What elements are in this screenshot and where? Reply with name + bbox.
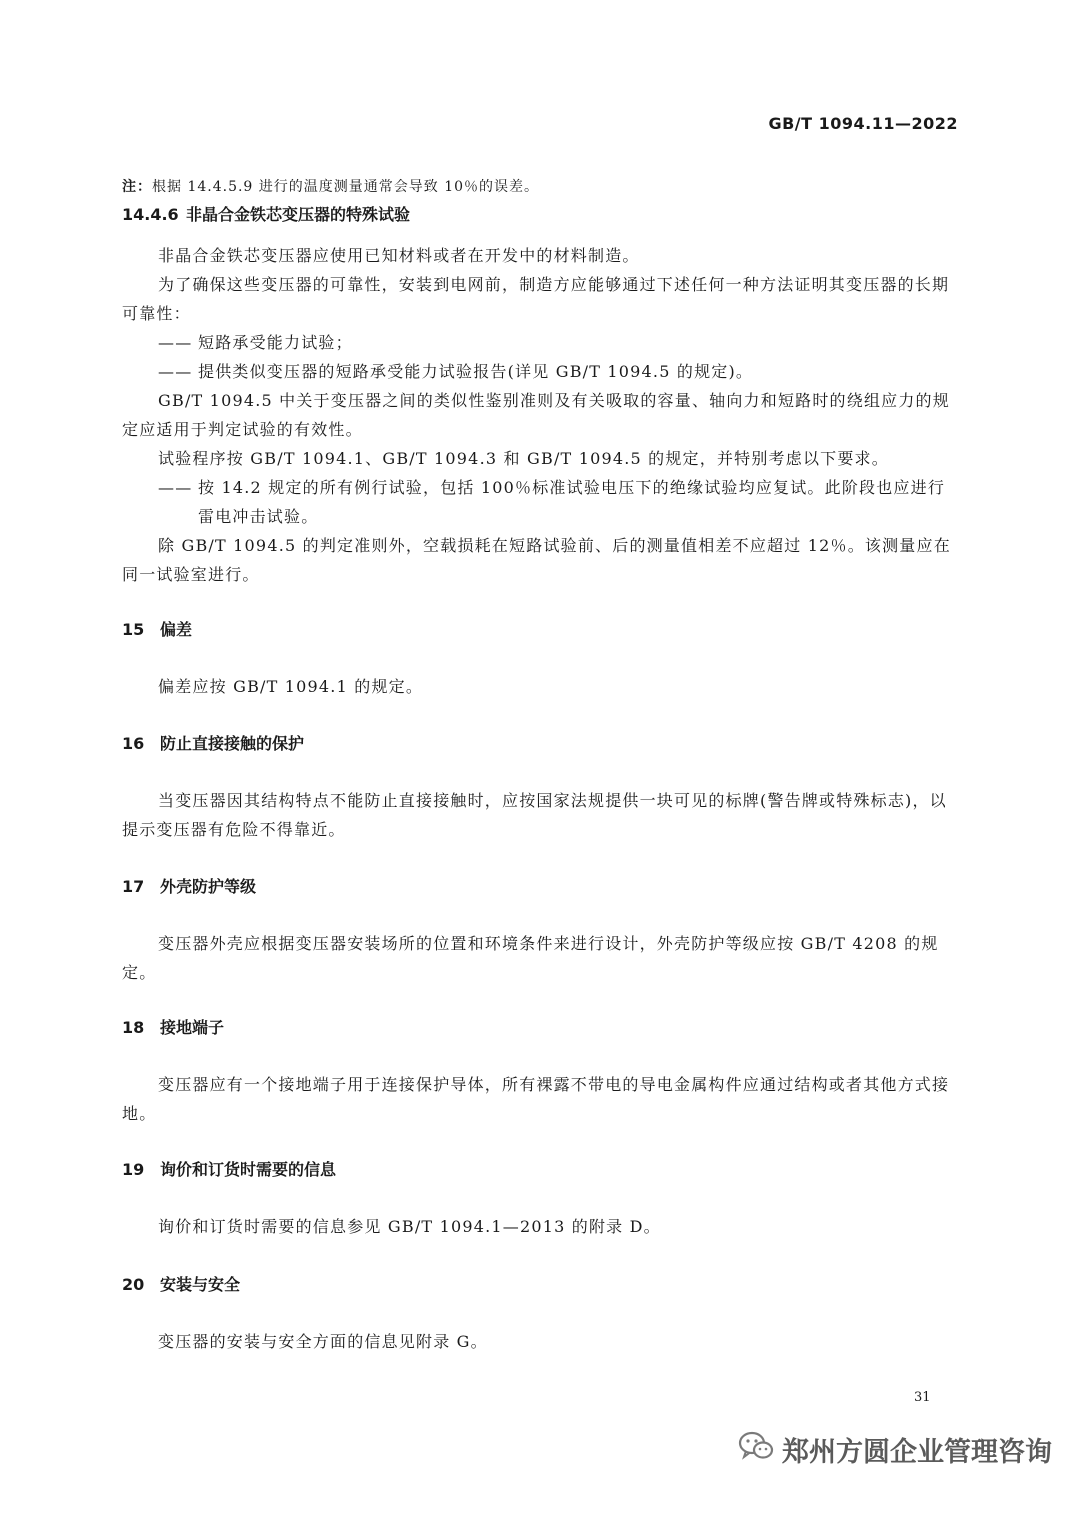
- list-item-text: 按 14.2 规定的所有例行试验，包括 100％标准试验电压下的绝缘试验均应复试。此阶段也应进行雷电冲击试验。: [198, 478, 946, 526]
- section-17-body: [122, 929, 958, 987]
- paragraph: 询价和订货时需要的信息参见 GB/T 1094.1—2013 的附录 D。: [158, 1217, 661, 1236]
- dash-symbol: ——: [158, 333, 193, 352]
- paragraph: 当变压器因其结构特点不能防止直接接触时，应按国家法规提供一块可见的标牌(警告牌或特殊标志)，以提示变压器有危险不得靠近。: [122, 791, 947, 839]
- section-title: 防止直接接触的保护: [160, 734, 305, 753]
- paragraph: 变压器的安装与安全方面的信息见附录 G。: [158, 1332, 488, 1351]
- paragraph: GB/T 1094.5 中关于变压器之间的类似性鉴别准则及有关吸取的容量、轴向力和短路时的绕组应力的规定应适用于判定试验的有效性。: [122, 391, 950, 439]
- section-15-heading: [122, 618, 958, 642]
- section-15-body: [122, 672, 958, 701]
- paragraph: 变压器外壳应根据变压器安装场所的位置和环境条件来进行设计，外壳防护等级应按 GB/T 4208 的规定。: [122, 934, 939, 982]
- list-item-text: 短路承受能力试验；: [198, 333, 353, 352]
- watermark-text: 郑州方圆企业管理咨询: [782, 1437, 1052, 1468]
- section-16-body: [122, 786, 958, 844]
- paragraph: 非晶合金铁芯变压器应使用已知材料或者在开发中的材料制造。: [158, 246, 640, 265]
- paragraph: 偏差应按 GB/T 1094.1 的规定。: [158, 677, 424, 696]
- list-item-text: 提供类似变压器的短路承受能力试验报告(详见 GB/T 1094.5 的规定)。: [198, 362, 754, 381]
- section-title: 外壳防护等级: [160, 877, 257, 896]
- list-item: [122, 328, 958, 357]
- dash-symbol: ——: [158, 362, 193, 381]
- section-title: 询价和订货时需要的信息: [160, 1160, 337, 1179]
- section-20-heading: [122, 1273, 958, 1297]
- paragraph: 试验程序按 GB/T 1094.1、GB/T 1094.3 和 GB/T 1094.5 的规定，并特别考虑以下要求。: [158, 449, 889, 468]
- note-text: 根据 14.4.5.9 进行的温度测量通常会导致 10％的误差。: [152, 179, 540, 195]
- section-18-body: [122, 1070, 958, 1128]
- section-number: 20: [122, 1275, 145, 1294]
- list-item: [122, 357, 958, 386]
- dash-symbol: ——: [158, 478, 193, 497]
- paragraph: 变压器应有一个接地端子用于连接保护导体，所有裸露不带电的导电金属构件应通过结构或者其他方式接地。: [122, 1075, 950, 1123]
- section-title: 安装与安全: [160, 1275, 241, 1294]
- section-number: 14.4.6: [122, 205, 179, 224]
- paragraph: 除 GB/T 1094.5 的判定准则外，空载损耗在短路试验前、后的测量值相差不应超过 12％。该测量应在同一试验室进行。: [122, 536, 951, 584]
- section-18-heading: [122, 1016, 958, 1040]
- note-label: 注：: [122, 179, 152, 195]
- section-19-heading: [122, 1158, 958, 1182]
- section-16-heading: [122, 732, 958, 756]
- wechat-icon: [738, 1430, 774, 1469]
- section-number: 18: [122, 1018, 145, 1037]
- list-item: [122, 473, 958, 531]
- document-code: GB/T 1094.11—2022: [768, 114, 958, 133]
- paragraph: 为了确保这些变压器的可靠性，安装到电网前，制造方应能够通过下述任何一种方法证明其变压器的长期可靠性：: [122, 275, 950, 323]
- section-number: 17: [122, 877, 145, 896]
- section-number: 16: [122, 734, 145, 753]
- section-number: 15: [122, 620, 145, 639]
- section-number: 19: [122, 1160, 145, 1179]
- section-14-4-6-body: [122, 241, 958, 589]
- section-20-body: [122, 1327, 958, 1356]
- section-title: 接地端子: [160, 1018, 225, 1037]
- page-number: 31: [914, 1390, 931, 1405]
- section-17-heading: [122, 875, 958, 899]
- section-title: 非晶合金铁芯变压器的特殊试验: [186, 205, 411, 224]
- section-14-4-6-heading: [122, 203, 958, 227]
- section-title: 偏差: [160, 620, 193, 639]
- section-19-body: [122, 1212, 958, 1241]
- watermark: [738, 1430, 1052, 1469]
